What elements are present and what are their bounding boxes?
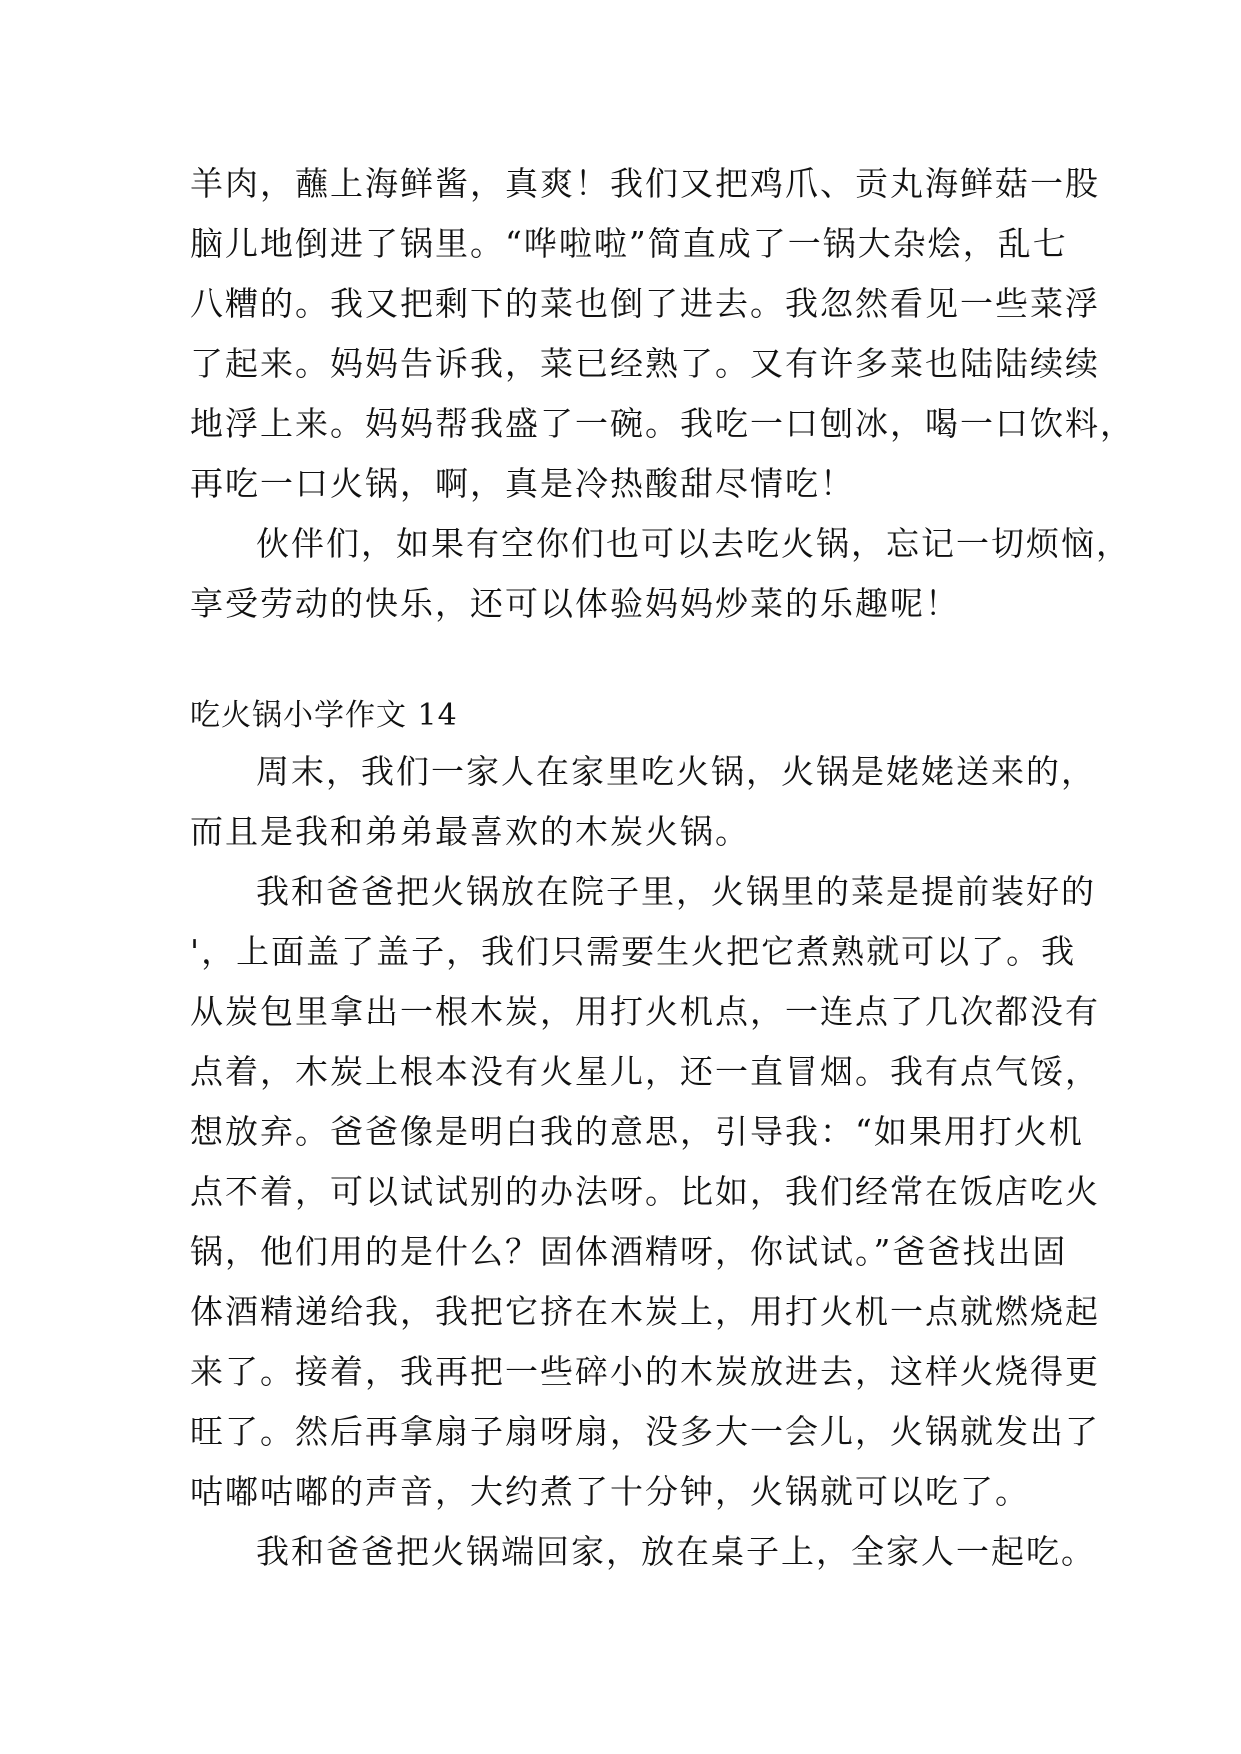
text-line: 地浮上来。妈妈帮我盛了一碗。我吃一口刨冰，喝一口饮料，: [190, 404, 1135, 443]
text-line: 咕嘟咕嘟的声音，大约煮了十分钟，火锅就可以吃了。: [190, 1472, 1030, 1511]
text-line: 伙伴们，如果有空你们也可以去吃火锅，忘记一切烦恼，: [256, 524, 1131, 563]
text-line: 锅，他们用的是什么？固体酒精呀，你试试。”爸爸找出固: [190, 1232, 1068, 1271]
text-line: 从炭包里拿出一根木炭，用打火机点，一连点了几次都没有: [190, 992, 1100, 1031]
text-line: 想放弃。爸爸像是明白我的意思，引导我：“如果用打火机: [190, 1112, 1084, 1151]
text-line: 周末，我们一家人在家里吃火锅，火锅是姥姥送来的，: [256, 752, 1096, 791]
text-line: 旺了。然后再拿扇子扇呀扇，没多大一会儿，火锅就发出了: [190, 1412, 1100, 1451]
text-line: 来了。接着，我再把一些碎小的木炭放进去，这样火烧得更: [190, 1352, 1100, 1391]
text-line: 点着，木炭上根本没有火星儿，还一直冒烟。我有点气馁，: [190, 1052, 1100, 1091]
text-line: '，上面盖了盖子，我们只需要生火把它煮熟就可以了。我: [190, 932, 1077, 971]
text-line: 我和爸爸把火锅端回家，放在桌子上，全家人一起吃。: [256, 1532, 1096, 1571]
text-line: 体酒精递给我，我把它挤在木炭上，用打火机一点就燃烧起: [190, 1292, 1100, 1331]
text-line: 点不着，可以试试别的办法呀。比如，我们经常在饭店吃火: [190, 1172, 1100, 1211]
text-line: 享受劳动的快乐，还可以体验妈妈炒菜的乐趣呢！: [190, 584, 960, 623]
text-line: 八糟的。我又把剩下的菜也倒了进去。我忽然看见一些菜浮: [190, 284, 1100, 323]
text-line: 脑儿地倒进了锅里。“哗啦啦”简直成了一锅大杂烩，乱七: [190, 224, 1068, 263]
text-line: 我和爸爸把火锅放在院子里，火锅里的菜是提前装好的: [256, 872, 1096, 911]
section-title: 吃火锅小学作文 14: [190, 698, 458, 733]
text-line: 了起来。妈妈告诉我，菜已经熟了。又有许多菜也陆陆续续: [190, 344, 1100, 383]
text-line: 再吃一口火锅，啊，真是冷热酸甜尽情吃！: [190, 464, 855, 503]
text-line: 羊肉，蘸上海鲜酱，真爽！我们又把鸡爪、贡丸海鲜菇一股: [190, 164, 1100, 203]
text-line: 而且是我和弟弟最喜欢的木炭火锅。: [190, 812, 750, 851]
